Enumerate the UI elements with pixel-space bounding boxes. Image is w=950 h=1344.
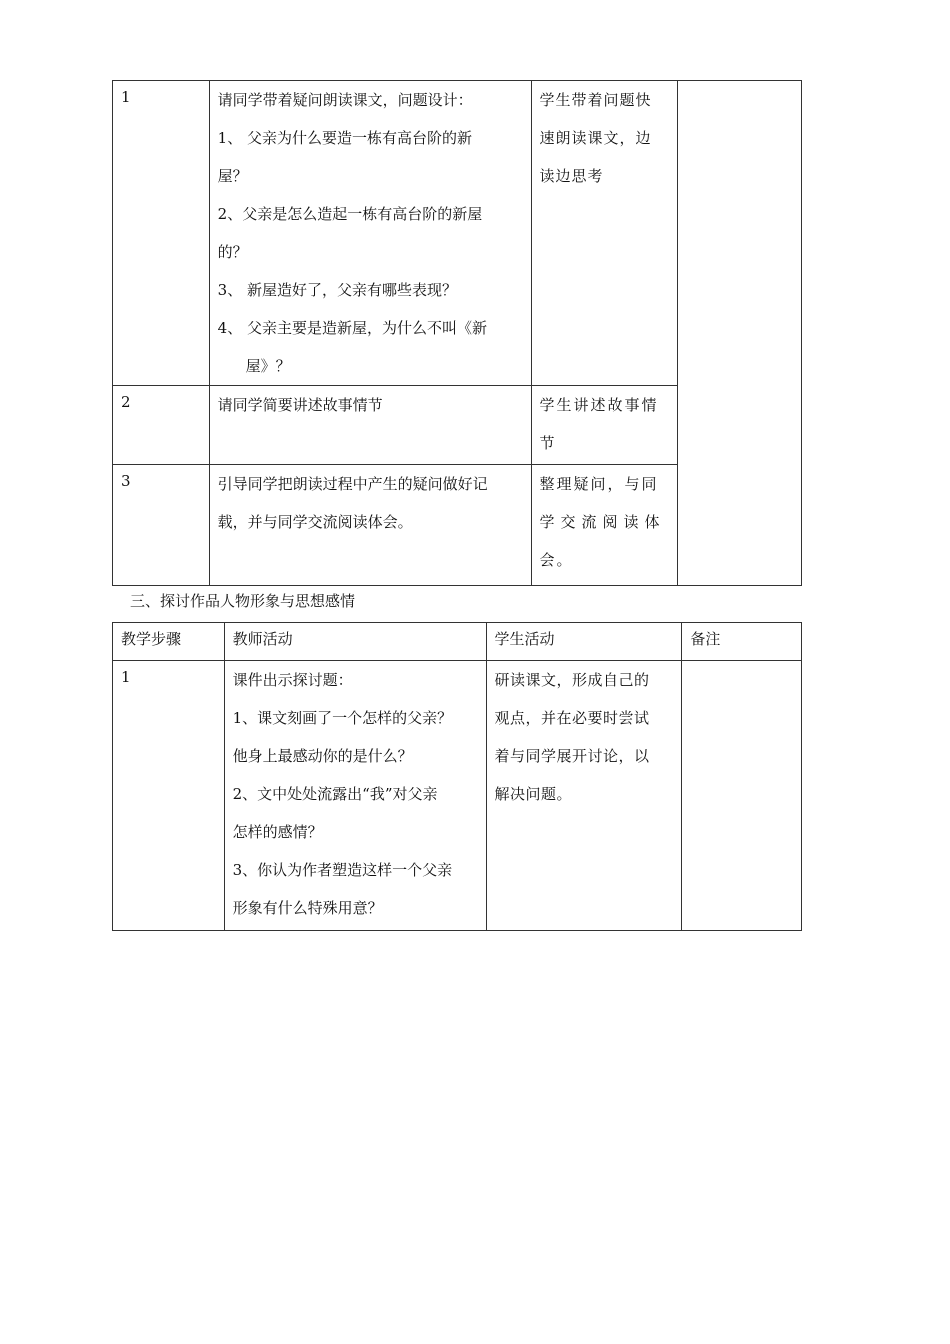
table-header-row <box>113 623 802 661</box>
teacher-activity: 课件出示探讨题： 1、课文刻画了一个怎样的父亲？ 他身上最感动你的是什么？ 2、文中处处流露出“我”对父亲 怎样的感情？ 3、你认为作者塑造这样一个父亲 形象有什么特殊用意？ <box>224 661 486 931</box>
table-row <box>113 81 802 386</box>
table-row <box>113 661 802 931</box>
teacher-activity: 引导同学把朗读过程中产生的疑问做好记 载，并与同学交流阅读体会。 <box>209 465 531 586</box>
notes-cell <box>682 661 802 931</box>
notes-cell <box>678 81 802 586</box>
header-student-activity: 学生活动 <box>486 623 682 661</box>
step-number: 2 <box>113 386 210 465</box>
teacher-activity: 请同学带着疑问朗读课文，问题设计： 1、 父亲为什么要造一栋有高台阶的新 屋？ 2、父亲是怎么造起一栋有高台阶的新屋 的？ 3、 新屋造好了，父亲有哪些表现？ 4、 父亲主要是造新屋，为什么不叫《新 屋》？ <box>209 81 531 386</box>
student-activity: 学生带着问题快 速朗读课文，边 读边思考 <box>531 81 678 386</box>
header-notes: 备注 <box>682 623 802 661</box>
step-number: 3 <box>113 465 210 586</box>
section-heading: 三、探讨作品人物形象与思想感情 <box>130 592 356 610</box>
student-activity: 整理疑问，与同 学交流阅读体 会。 <box>531 465 678 586</box>
step-number: 1 <box>113 81 210 386</box>
header-step: 教学步骤 <box>113 623 225 661</box>
student-activity: 研读课文，形成自己的 观点，并在必要时尝试 着与同学展开讨论，以 解决问题。 <box>486 661 682 931</box>
student-activity: 学生讲述故事情 节 <box>531 386 678 465</box>
character-analysis-table <box>112 622 802 931</box>
header-teacher-activity: 教师活动 <box>224 623 486 661</box>
teacher-activity: 请同学简要讲述故事情节 <box>209 386 531 465</box>
step-number: 1 <box>113 661 225 931</box>
reading-steps-table <box>112 80 802 586</box>
